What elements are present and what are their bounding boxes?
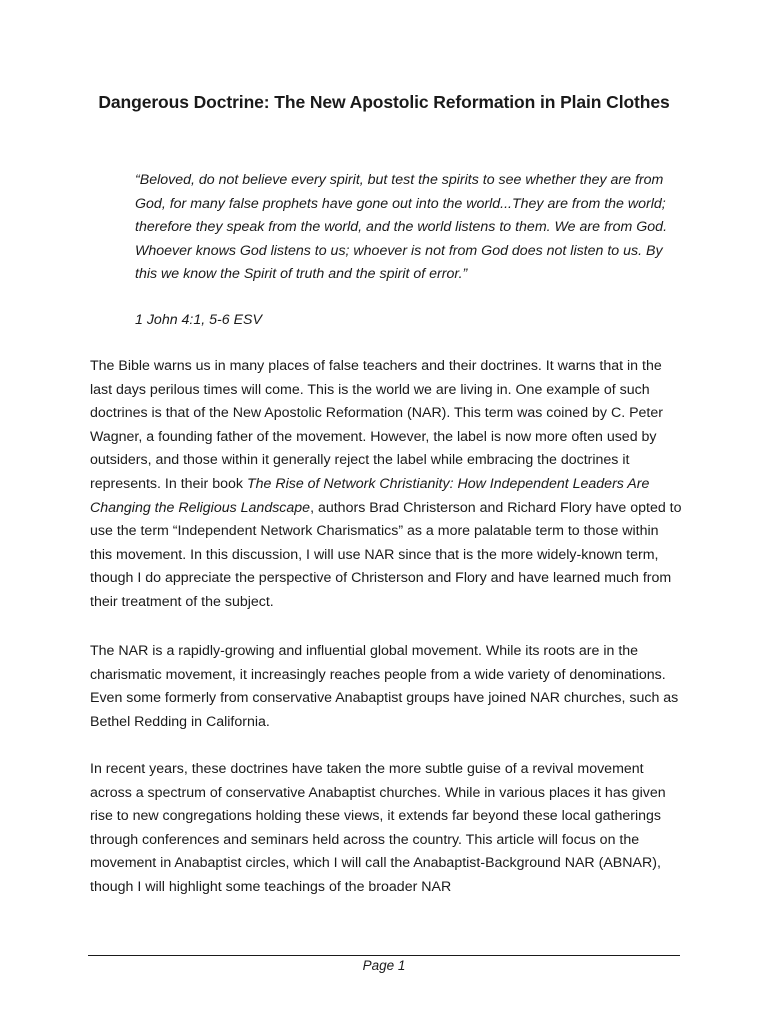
paragraph-3: In recent years, these doctrines have taken the more subtle guise of a revival movement across a spectrum of conservative Anabaptist churches. While in various places it has given rise to new congregations holding these views, it extends far beyond these local gatherings through conferences and seminars held across the country. This article will focus on the movement in Anabaptist circles, which I will call the Anabaptist-Background NAR (ABNAR), though I will highlight some teachings of the broader NAR	[90, 761, 666, 895]
footer-divider	[88, 955, 680, 956]
paragraph-1-text-a: The Bible warns us in many places of false teachers and their doctrines. It warns that in the last days perilous times will come. This is the world we are living in. One example of such doctrines is that of the New Apostolic Reformation (NAR). This term was coined by C. Peter Wagner, a founding father of the movement. However, the label is now more often used by outsiders, and those within it generally reject the label while embracing the doctrines it represents. In their book	[90, 358, 663, 492]
book-title: The Rise of Network Christianity: How Independent Leaders Are Changing the Religious Landscape	[90, 475, 650, 516]
paragraph-2: The NAR is a rapidly-growing and influential global movement. While its roots are in the charismatic movement, it increasingly reaches people from a wide variety of denominations. Even some formerly from conservative Anabaptist groups have joined NAR churches, such as Bethel Redding in California.	[90, 643, 679, 730]
paragraph-1	[90, 355, 682, 615]
epigraph-quote: “Beloved, do not believe every spirit, but test the spirits to see whether they are from God, for many false prophets have gone out into the world...They are from the world; therefore they speak from the world, and the world listens to them. We are from God. Whoever knows God listens to us; whoever is not from God does not listen to us. By this we know the Spirit of truth and the spirit of error.”	[135, 172, 668, 283]
document-title: Dangerous Doctrine: The New Apostolic Reformation in Plain Clothes	[98, 92, 670, 112]
page-number: Page 1	[362, 958, 406, 973]
paragraph-1-text-b: , authors Brad Christerson and Richard Flory have opted to use the term “Independent Network Charismatics” as a more palatable term to those within this movement. In this discussion, I will use NAR since that is the more widely-known term, though I do appreciate the perspective of Christerson and Flory and have learned much from their treatment of the subject.	[90, 499, 682, 610]
epigraph-reference: 1 John 4:1, 5-6 ESV	[135, 312, 262, 328]
